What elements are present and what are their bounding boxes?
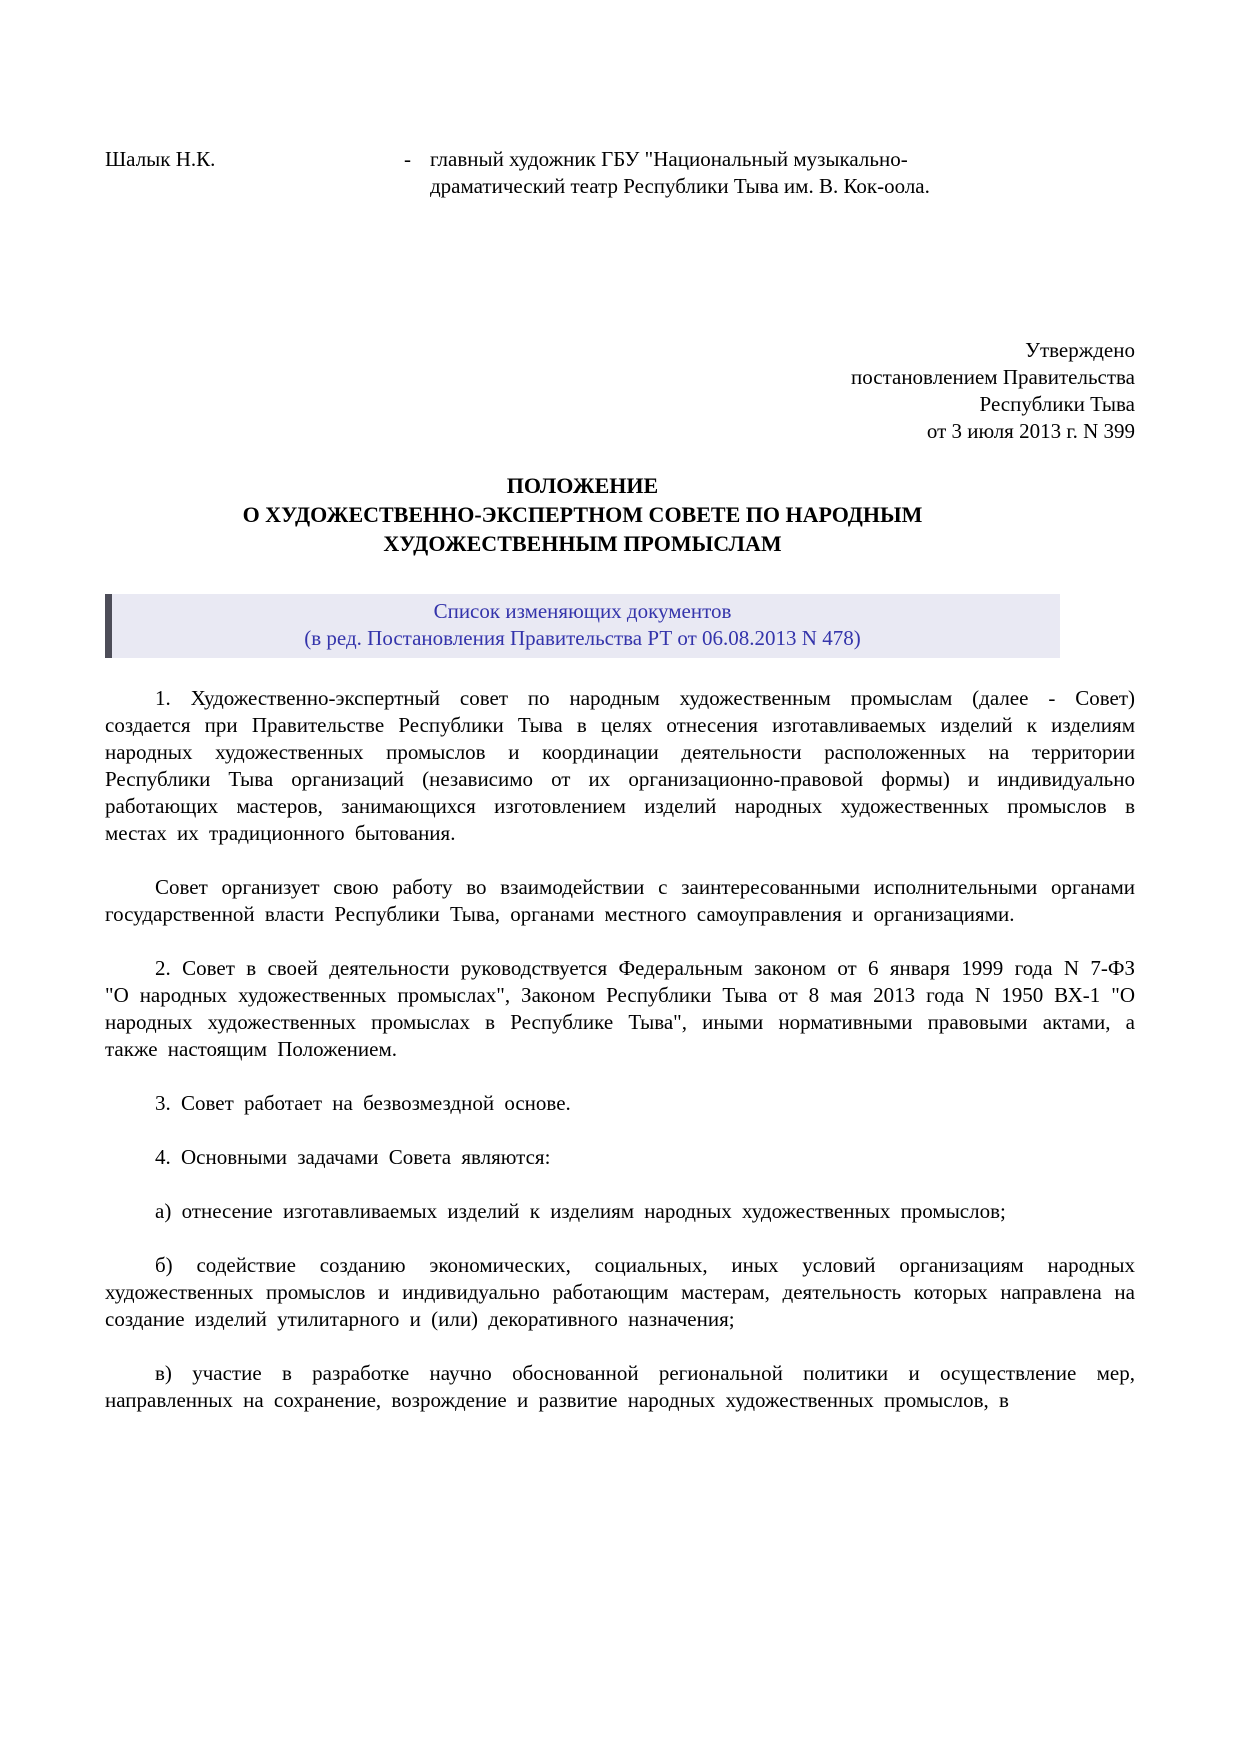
signatory-position: главный художник ГБУ "Национальный музыкально-драматический театр Республики Тыва им. В. Кок-оола. [430,147,930,198]
amendments-edition: (в ред. Постановления Правительства РТ от 06.08.2013 N 478) [304,626,861,650]
signatory-dash: - [404,147,411,171]
paragraph-2: Совет организует свою работу во взаимодействии с заинтересованными исполнительными органами государственной власти Республики Тыва, органами местного самоуправления и организациями. [105,875,1135,926]
title-line-1: ПОЛОЖЕНИЕ [506,473,659,498]
paragraph-4: 3. Совет работает на безвозмездной основе. [155,1091,571,1115]
approval-line-4: от 3 июля 2013 г. N 399 [926,419,1135,443]
title-line-2: О ХУДОЖЕСТВЕННО-ЭКСПЕРТНОМ СОВЕТЕ ПО НАРОДНЫМ [242,502,923,527]
paragraph-7: б) содействие созданию экономических, социальных, иных условий организациям народных художественных промыслов и индивидуально работающим мастерам, деятельность которых направлена на создание изделий утилитарного и (или) декоративного назначения; [105,1253,1135,1331]
paragraph-8: в) участие в разработке научно обоснованной региональной политики и осуществление мер, направленных на сохранение, возрождение и развитие народных художественных промыслов, в [105,1361,1135,1412]
approval-block [105,337,1135,445]
approval-line-2: постановлением Правительства [850,365,1135,389]
approval-line-3: Республики Тыва [979,392,1135,416]
signatory-row [105,146,1135,200]
title-line-3: ХУДОЖЕСТВЕННЫМ ПРОМЫСЛАМ [383,531,782,556]
signatory-name: Шалык Н.К. [105,147,216,171]
amendments-title: Список изменяющих документов [433,599,732,623]
paragraph-5: 4. Основными задачами Совета являются: [155,1145,551,1169]
paragraph-3: 2. Совет в своей деятельности руководствуется Федеральным законом от 6 января 1999 года N 7-ФЗ "О народных художественных промыслах", Законом Республики Тыва от 8 мая 2013 года N 1950 ВХ-1 "О народных художественных промыслах в Республике Тыва", иными нормативными правовыми актами, а также настоящим Положением. [105,956,1135,1061]
amendments-note-box [105,594,1060,658]
paragraph-6: а) отнесение изготавливаемых изделий к изделиям народных художественных промыслов; [155,1199,1006,1223]
approval-line-1: Утверждено [1025,338,1135,362]
document-title [105,471,1060,558]
paragraph-1: 1. Художественно-экспертный совет по народным художественным промыслам (далее - Совет) создается при Правительстве Республики Тыва в целях отнесения изготавливаемых изделий к изделиям народных художественных промыслов и координации деятельности расположенных на территории Республики Тыва организаций (независимо от их организационно-правовой формы) и индивидуально работающих мастеров, занимающихся изготовлением изделий народных художественных промыслов в местах их традиционного бытования. [105,686,1135,845]
